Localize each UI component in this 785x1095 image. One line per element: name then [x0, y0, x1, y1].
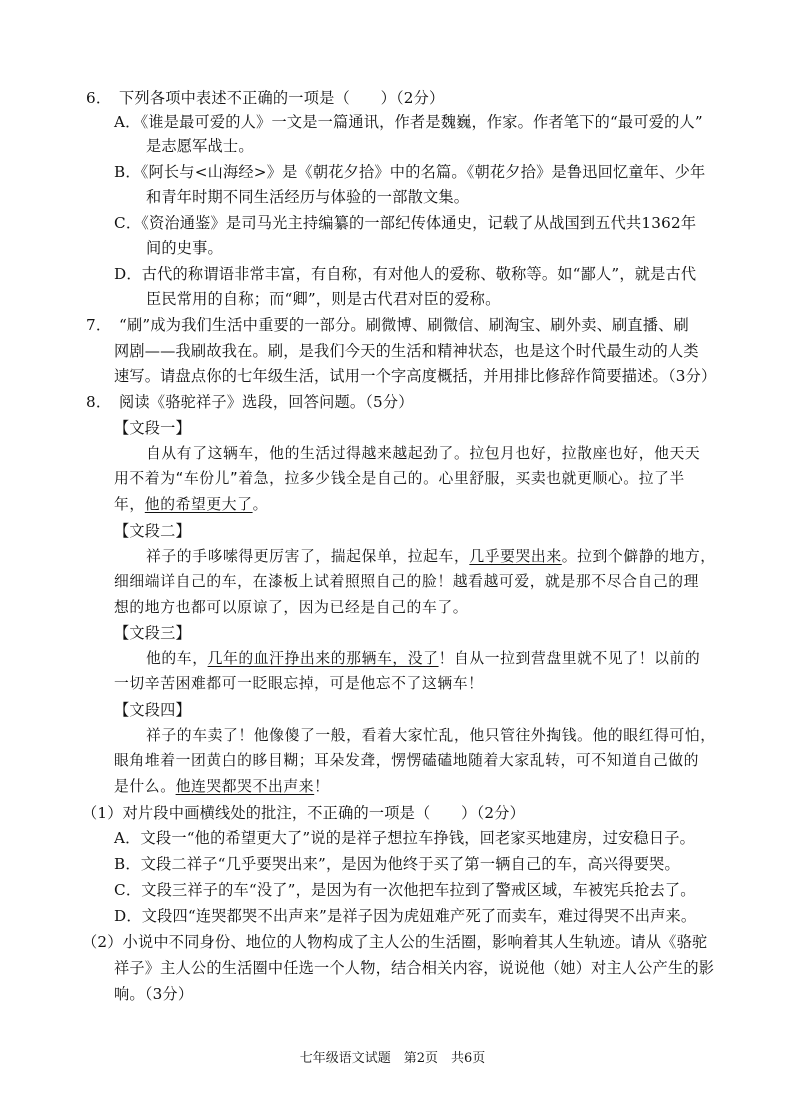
passage3-line2: 一切辛苦困难都可一眨眼忘掉，可是他忘不了这辆车！ — [114, 675, 484, 692]
q6-option-d-line2: 臣民常用的自称；而“卿”，则是古代君对臣的爱称。 — [146, 290, 501, 308]
passage2-line1-text: 祥子的手哆嗦得更厉害了，揣起保单，拉起车， — [146, 548, 470, 565]
underlined-phrase-2: 几乎要哭出来 — [469, 548, 562, 565]
subq1-option-b: B．文段二祥子“几乎要哭出来”，是因为他终于买了第一辆自己的车，高兴得要哭。 — [114, 855, 680, 873]
passage1-title: 【文段一】 — [114, 419, 191, 437]
underlined-phrase-1: 他的希望更大了 — [144, 496, 253, 513]
subq1-option-d: D．文段四“连哭都哭不出声来”是祥子因为虎妞难产死了而卖车，难过得哭不出声来。 — [114, 907, 697, 925]
q8-stem: 8． 阅读《骆驼祥子》选段，回答问题。（5分） — [86, 393, 414, 411]
q7-line1: 7． “刷”成为我们生活中重要的一部分。刷微博、刷微信、刷淘宝、刷外卖、刷直播、刷 — [86, 316, 689, 334]
passage3-title: 【文段三】 — [114, 624, 191, 642]
passage1-line3-text: 年， — [114, 496, 145, 513]
passage3-line1-end: ！自从一拉到营盘里就不见了！以前的 — [438, 650, 701, 667]
q7-line2: 网剧——我刷故我在。刷，是我们今天的生活和精神状态，也是这个时代最生动的人类 — [114, 342, 699, 360]
passage1-line2: 用不着为“车份儿”着急，拉多少钱全是自己的。心里舒服，买卖也就更顺心。拉了半 — [114, 470, 685, 487]
passage3-line1 — [146, 649, 700, 669]
passage4-line1: 祥子的车卖了！他像傻了一般，看着大家忙乱，他只管往外掏钱。他的眼红得可怕， — [146, 727, 716, 744]
passage1-line3 — [114, 495, 268, 515]
passage2-line3: 想的地方也都可以原谅了，因为已经是自己的车了。 — [114, 599, 469, 616]
passage2-line1 — [146, 547, 716, 567]
subq1-option-a: A．文段一“他的希望更大了”说的是祥子想拉车挣钱，回老家买地建房，过安稳日子。 — [114, 829, 696, 847]
underlined-phrase-3: 几年的血汗挣出来的那辆车，没了 — [207, 650, 439, 667]
page-footer: 七年级语文试题 第2页 共6页 — [299, 1051, 486, 1066]
q6-option-b-line1: B．《阿长与<山海经>》是《朝花夕拾》中的名篇。《朝花夕拾》是鲁迅回忆童年、少年 — [114, 163, 706, 181]
passage1-line1: 自从有了这辆车，他的生活过得越来越起劲了。拉包月也好，拉散座也好，他天天 — [146, 445, 701, 462]
passage4-line2: 眼角堆着一团黄白的眵目糊；耳朵发聋，愣愣磕磕地随着大家乱转，可不知道自己做的 — [114, 752, 700, 769]
q6-option-b-line2: 和青年时期不同生活经历与体验的一部散文集。 — [146, 188, 470, 206]
passage4-line3-text: 是什么。 — [114, 778, 176, 795]
subq2-line3: 响。（3分） — [114, 985, 194, 1003]
q6-option-a-line2: 是志愿军战士。 — [146, 137, 254, 155]
subq1-stem: （1）对片段中画横线处的批注，不正确的一项是（ ）（2分） — [82, 804, 525, 822]
q7-line3: 速写。请盘点你的七年级生活，试用一个字高度概括，并用排比修辞作简要描述。（3分） — [114, 367, 717, 385]
q6-option-c-line1: C．《资治通鉴》是司马光主持编纂的一部纪传体通史，记载了从战国到五代共1362年 — [114, 214, 697, 232]
passage4-line3 — [114, 777, 330, 797]
passage2-line1-end: 。拉到个僻静的地方， — [561, 548, 716, 565]
passage3-line1-text: 他的车， — [146, 650, 208, 667]
subq2-line2: 祥子》主人公的生活圈中任选一个人物，结合相关内容，说说他（她）对主人公产生的影 — [114, 959, 715, 977]
q6-option-c-line2: 间的史事。 — [146, 239, 223, 257]
passage4-title: 【文段四】 — [114, 701, 191, 719]
q6-stem: 6． 下列各项中表述不正确的一项是（ ）（2分） — [86, 89, 445, 107]
subq2-line1: （2）小说中不同身份、地位的人物构成了主人公的生活圈，影响着其人生轨迹。请从《骆驼 — [82, 933, 708, 951]
passage4-line3-end: ！ — [314, 778, 330, 795]
q6-option-a-line1: A．《谁是最可爱的人》一文是一篇通讯，作者是魏巍，作家。作者笔下的“最可爱的人” — [114, 113, 703, 131]
passage2-line2: 细细端详自己的车，在漆板上试着照照自己的脸！越看越可爱，就是那不尽合自己的理 — [114, 573, 700, 590]
subq1-option-c: C．文段三祥子的车“没了”，是因为有一次他把车拉到了警戒区域，车被宪兵抢去了。 — [114, 881, 696, 899]
passage2-title: 【文段二】 — [114, 522, 191, 540]
underlined-phrase-4: 他连哭都哭不出声来 — [175, 778, 315, 795]
passage1-line3-end: 。 — [252, 496, 268, 513]
q6-option-d-line1: D．古代的称谓语非常丰富，有自称，有对他人的爱称、敬称等。如“鄙人”，就是古代 — [114, 265, 697, 283]
